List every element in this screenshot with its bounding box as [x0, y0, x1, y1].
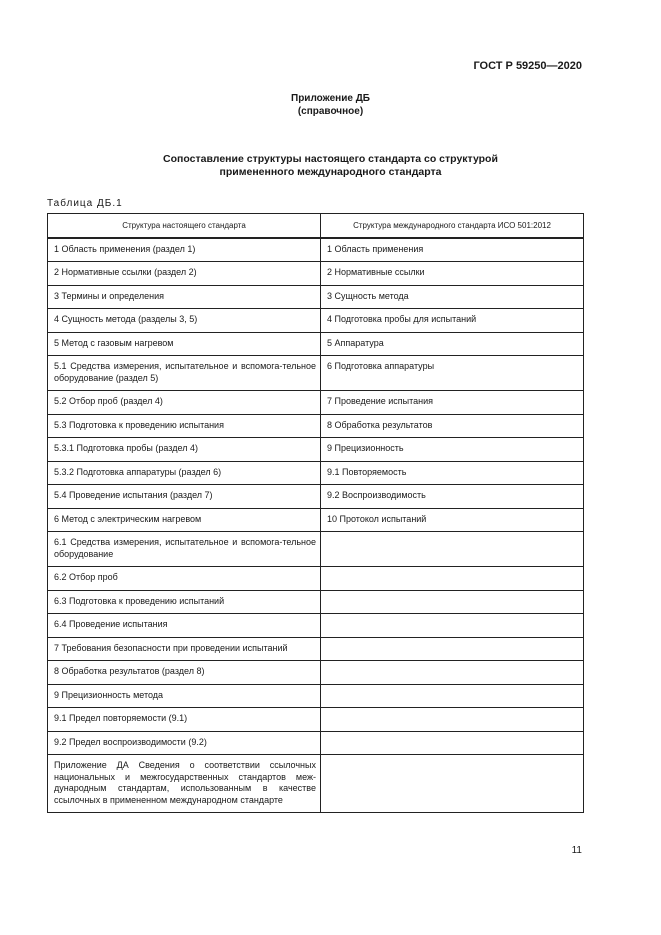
cell-international-structure: 10 Протокол испытаний	[321, 508, 584, 532]
table-row	[48, 332, 584, 356]
cell-national-structure: 5.3.2 Подготовка аппаратуры (раздел 6)	[48, 461, 321, 485]
column-header-national: Структура настоящего стандарта	[48, 214, 321, 238]
cell-national-structure: 5.2 Отбор проб (раздел 4)	[48, 391, 321, 415]
section-heading-line-1: Сопоставление структуры настоящего стандарта со структурой	[163, 153, 498, 165]
cell-international-structure	[321, 708, 584, 732]
cell-national-structure: 6.2 Отбор проб	[48, 567, 321, 591]
cell-national-structure: 8 Обработка результатов (раздел 8)	[48, 661, 321, 685]
cell-national-structure: 6.4 Проведение испытания	[48, 614, 321, 638]
cell-national-structure: 6 Метод с электрическим нагревом	[48, 508, 321, 532]
table-row	[48, 414, 584, 438]
table-row	[48, 637, 584, 661]
annex-kind: (справочное)	[297, 106, 364, 117]
cell-national-structure: 6.1 Средства измерения, испытательное и вспомога-тельное оборудование	[48, 532, 321, 567]
table-row	[48, 708, 584, 732]
cell-international-structure	[321, 567, 584, 591]
table-row	[48, 238, 584, 262]
table-row	[48, 485, 584, 509]
annex-title: Приложение ДБ	[291, 93, 370, 104]
cell-national-structure: 5.3 Подготовка к проведению испытания	[48, 414, 321, 438]
table-row	[48, 614, 584, 638]
cell-international-structure: 9 Прецизионность	[321, 438, 584, 462]
cell-national-structure: 5.1 Средства измерения, испытательное и вспомога-тельное оборудование (раздел 5)	[48, 356, 321, 391]
cell-national-structure: 4 Сущность метода (разделы 3, 5)	[48, 309, 321, 333]
cell-national-structure: 7 Требования безопасности при проведении испытаний	[48, 637, 321, 661]
cell-international-structure	[321, 731, 584, 755]
cell-international-structure: 9.2 Воспроизводимость	[321, 485, 584, 509]
table-row	[48, 567, 584, 591]
cell-national-structure: 9.1 Предел повторяемости (9.1)	[48, 708, 321, 732]
table-row	[48, 285, 584, 309]
cell-national-structure: 3 Термины и определения	[48, 285, 321, 309]
cell-international-structure: 3 Сущность метода	[321, 285, 584, 309]
cell-international-structure	[321, 684, 584, 708]
table-row	[48, 684, 584, 708]
table-row	[48, 508, 584, 532]
cell-international-structure	[321, 614, 584, 638]
table-row	[48, 438, 584, 462]
cell-international-structure	[321, 532, 584, 567]
cell-international-structure: 8 Обработка результатов	[321, 414, 584, 438]
cell-international-structure	[321, 590, 584, 614]
table-row	[48, 309, 584, 333]
table-row	[48, 356, 584, 391]
table-caption: Таблица ДБ.1	[47, 198, 123, 209]
cell-international-structure	[321, 637, 584, 661]
table-row	[48, 590, 584, 614]
annex-heading	[0, 92, 661, 118]
cell-national-structure: 9 Прецизионность метода	[48, 684, 321, 708]
page-number: 11	[571, 845, 582, 856]
table-header-row	[48, 214, 584, 238]
cell-national-structure: 5.3.1 Подготовка пробы (раздел 4)	[48, 438, 321, 462]
cell-international-structure: 4 Подготовка пробы для испытаний	[321, 309, 584, 333]
table-row	[48, 731, 584, 755]
table-row	[48, 661, 584, 685]
cell-international-structure	[321, 661, 584, 685]
table-row	[48, 755, 584, 813]
cell-national-structure: 1 Область применения (раздел 1)	[48, 238, 321, 262]
cell-international-structure: 6 Подготовка аппаратуры	[321, 356, 584, 391]
document-code: ГОСТ Р 59250—2020	[473, 60, 582, 72]
table-row	[48, 391, 584, 415]
cell-national-structure: 5 Метод с газовым нагревом	[48, 332, 321, 356]
comparison-table-wrapper	[47, 213, 584, 813]
comparison-table	[47, 213, 584, 813]
table-row	[48, 262, 584, 286]
cell-international-structure: 7 Проведение испытания	[321, 391, 584, 415]
cell-international-structure: 2 Нормативные ссылки	[321, 262, 584, 286]
table-body	[48, 238, 584, 813]
cell-national-structure: Приложение ДА Сведения о соответствии ссылочных национальных и межгосударственных стандартов меж-дународным стандартам, использованным в качестве ссылочных в примененном международном стандарте	[48, 755, 321, 813]
cell-international-structure: 9.1 Повторяемость	[321, 461, 584, 485]
table-row	[48, 461, 584, 485]
section-heading-line-2: примененного международного стандарта	[219, 166, 442, 178]
cell-international-structure: 1 Область применения	[321, 238, 584, 262]
cell-national-structure: 2 Нормативные ссылки (раздел 2)	[48, 262, 321, 286]
table-row	[48, 532, 584, 567]
cell-national-structure: 9.2 Предел воспроизводимости (9.2)	[48, 731, 321, 755]
cell-national-structure: 5.4 Проведение испытания (раздел 7)	[48, 485, 321, 509]
section-heading	[60, 153, 601, 179]
column-header-international: Структура международного стандарта ИСО 501:2012	[321, 214, 584, 238]
cell-international-structure: 5 Аппаратура	[321, 332, 584, 356]
cell-international-structure	[321, 755, 584, 813]
cell-national-structure: 6.3 Подготовка к проведению испытаний	[48, 590, 321, 614]
